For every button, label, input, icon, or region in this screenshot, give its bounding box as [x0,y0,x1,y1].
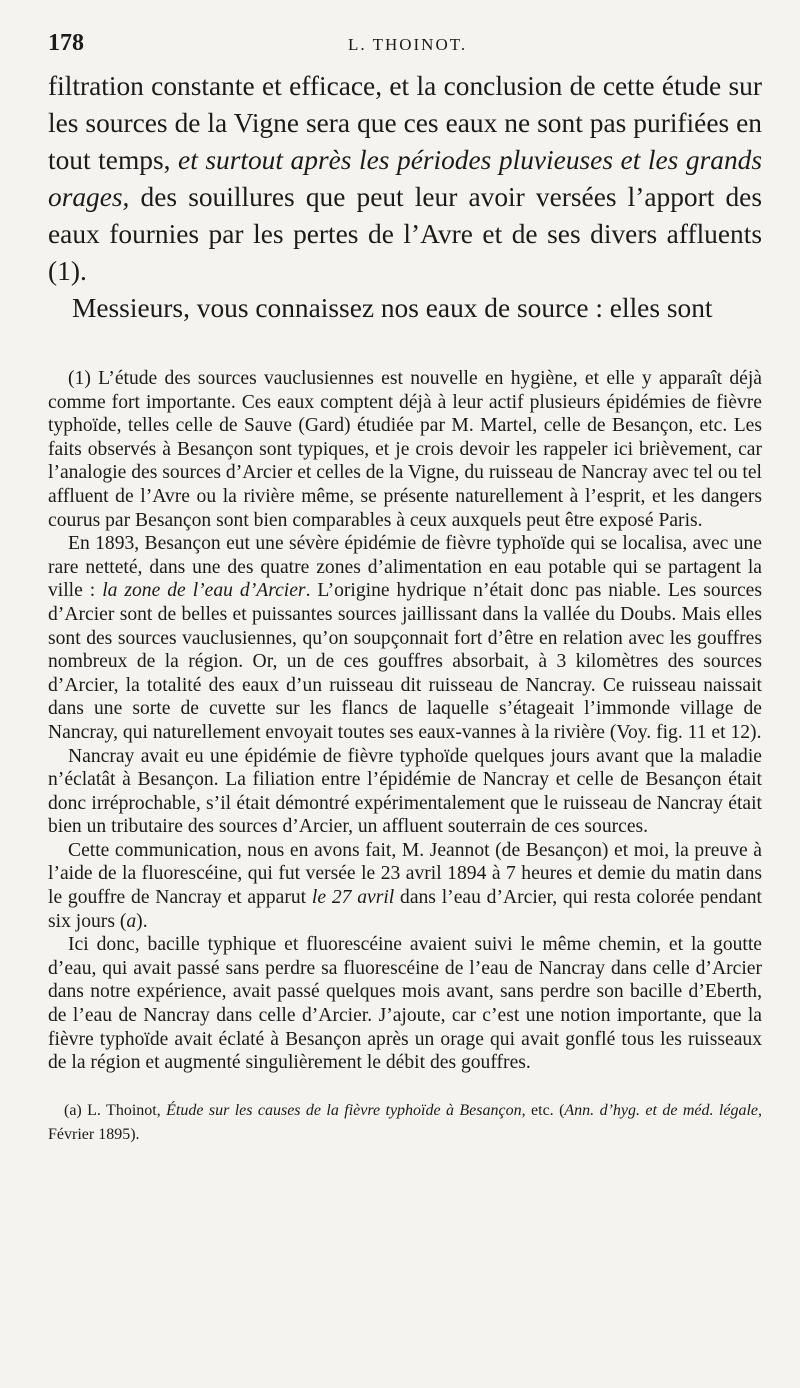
footnote-paragraph-2 [48,532,762,744]
footnote-italic-run: la zone de l’eau d’Arcier [102,580,306,602]
footnote-text-run: . L’origine hydrique n’était donc pas niable. Les sources d’Arcier sont de belles et puissantes sources jaillissant dans la vallée du Doubs. Mais elles sont des sources vauclusiennes, qu’on soupçonnait fort d’être en relation avec les gouffres nombreux de la région. Or, un de ces gouffres absorbait, à 3 kilomètres des sources d’Arcier, la totalité des eaux d’un ruisseau dit ruisseau de Nancray. Ce ruisseau naissait dans une sorte de cuvette sur les flancs de laquelle s’étageait l’immonde village de Nancray, qui naturellement envoyait toutes ses eaux-vannes à la rivière (Voy. fig. 11 et 12). [48,580,762,743]
footnote-separator [48,327,762,367]
footnote-text-run: dans l’eau d’Arcier, qui resta colorée pendant six jours ( [48,887,762,932]
reference-text-run: , Février 1895). [48,1101,763,1143]
footnote-paragraph-4 [48,839,762,933]
main-text-run: des souillures que peut leur avoir versées l’apport des eaux fournies par les pertes de l’Avre et de ses divers affluents (1). [48,182,762,286]
reference-note [48,1099,762,1147]
main-paragraph-2: Messieurs, vous connaissez nos eaux de source : elles sont [72,293,713,323]
reference-italic-run: Ann. d’hyg. et de méd. légale [564,1101,759,1119]
footnote-text-run: En 1893, Besançon eut une sévère épidémie de fièvre typhoïde qui se localisa, avec une rare netteté, dans une des quatre zones d’alimentation en eau potable qui se partagent la ville : [48,533,762,602]
main-text-run: filtration constante et efficace, et la conclusion de cette étude sur les sources de la Vigne sera que ces eaux ne sont pas purifiées en tout temps, [48,71,762,175]
footnote-italic-run: a [126,910,137,932]
main-italic-run: et surtout après les périodes pluvieuses et les grands orages, [48,145,762,212]
footnote-text-run: ). [136,910,148,932]
reference-text-run: (a) L. Thoinot, [64,1101,167,1119]
reference-italic-run: Étude sur les causes de la fièvre typhoïde à Besançon [166,1101,522,1119]
footnote-paragraph-5: Ici donc, bacille typhique et fluorescéine avaient suivi le même chemin, et la goutte d’eau, qui avait passé sans perdre sa fluorescéine de l’eau de Nancray dans celle d’Arcier dans notre expérience, avait passé quelques mois avant, sans perdre son bacille d’Eberth, de l’eau de Nancray dans celle d’Arcier. J’ajoute, car c’est une notion importante, que la fièvre typhoïde avait éclaté à Besançon après un orage qui avait gonflé tous les ruisseaux de la région et augmenté singulièrement le débit des gouffres. [48,934,762,1074]
footnote-italic-run: le 27 avril [311,887,395,909]
reference-text-run: , etc. ( [521,1101,565,1119]
footnote-block [48,367,762,1075]
footnote-paragraph-1: (1) L’étude des sources vauclusiennes est nouvelle en hygiène, et elle y apparaît déjà comme fort importante. Ces eaux comptent déjà à leur actif plusieurs épidémies de fièvre typhoïde, telles celle de Sauve (Gard) étudiée par M. Martel, celle de Besançon, etc. Les faits observés à Besançon sont typiques, et je crois devoir les rappeler ici brièvement, car l’analogie des sources d’Arcier et celles de la Vigne, du ruisseau de Nancray avec tel ou tel affluent de l’Avre ou la rivière même, se présente naturellement à l’esprit, et les dangers courus par Besançon sont bien comparables à ceux auxquels peut être exposé Paris. [48,368,762,531]
main-paragraph-1 [48,68,762,290]
running-head: L. THOINOT. [348,35,468,54]
footnote-text-run: Cette communication, nous en avons fait, M. Jeannot (de Besançon) et moi, la preuve à l’aide de la fluorescéine, qui fut versée le 23 avril 1894 à 7 heures et demie du matin dans le gouffre de Nancray et apparut [48,839,762,909]
footnote-paragraph-3: Nancray avait eu une épidémie de fièvre typhoïde quelques jours avant que la maladie n’éclatât à Besançon. La filiation entre l’épidémie de Nancray et celle de Besançon était donc irréprochable, s’il était démontré expérimentalement que le ruisseau de Nancray était bien un tributaire des sources d’Arcier, un affluent souterrain de ces sources. [48,745,762,838]
page-header [48,30,762,66]
page-number: 178 [48,30,84,56]
main-text [48,68,762,327]
